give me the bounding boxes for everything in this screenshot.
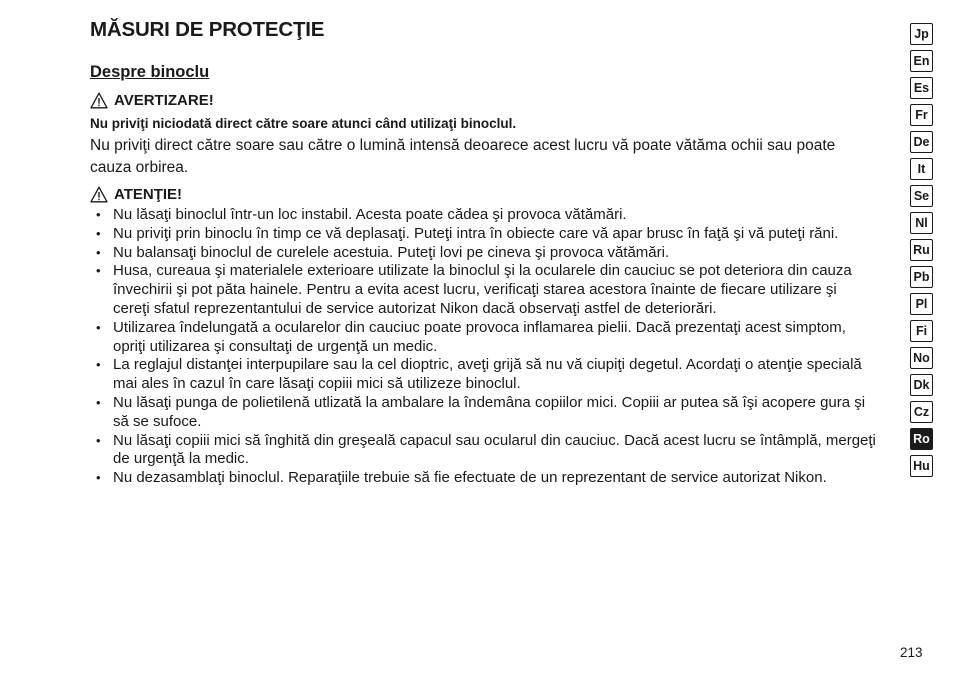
language-tab-se[interactable]: Se <box>910 185 933 207</box>
list-item: • Husa, cureaua şi materialele exterioare utilizate la binoclul şi la ocularele din cauciuc se pot deteriora din cauza învechirii şi pot păta hainele. Pentru a evita acest lucru, verificaţi starea acestora înainte de fiecare utilizare şi cereţi sfatul reprezentantului de service autorizat Nikon dacă observaţi astfel de deteriorări. <box>90 262 876 318</box>
language-tab-pb[interactable]: Pb <box>910 266 933 288</box>
language-tab-ro[interactable]: Ro <box>910 428 933 450</box>
language-tab-ru[interactable]: Ru <box>910 239 933 261</box>
page-number: 213 <box>900 645 923 660</box>
language-tab-en[interactable]: En <box>910 50 933 72</box>
caution-list <box>90 206 876 488</box>
language-tab-fr[interactable]: Fr <box>910 104 933 126</box>
language-tab-es[interactable]: Es <box>910 77 933 99</box>
language-tab-cz[interactable]: Cz <box>910 401 933 423</box>
warning-triangle-icon <box>90 92 108 109</box>
list-item: • Utilizarea îndelungată a ocularelor din cauciuc poate provoca inflamarea pielii. Dacă prezentaţi acest simptom, opriţi utilizarea şi consultaţi de urgenţă un medic. <box>90 319 876 357</box>
language-tab-fi[interactable]: Fi <box>910 320 933 342</box>
language-tabs <box>910 23 935 482</box>
section-title: Despre binoclu <box>90 63 210 81</box>
list-item: • Nu dezasamblaţi binoclul. Reparaţiile trebuie să fie efectuate de un reprezentant de service autorizat Nikon. <box>90 469 876 488</box>
language-tab-pl[interactable]: Pl <box>910 293 933 315</box>
list-item: • Nu priviţi prin binoclu în timp ce vă deplasaţi. Puteţi intra în obiecte care vă apar brusc în faţă şi vă puteţi răni. <box>90 225 876 244</box>
language-tab-jp[interactable]: Jp <box>910 23 933 45</box>
warning-body-text: Nu priviţi direct către soare sau către o lumină intensă deoarece acest lucru vă poate vătăma ochii sau poate cauza orbirea. <box>90 137 836 176</box>
list-item: • Nu balansaţi binoclul de curelele acestuia. Puteţi lovi pe cineva şi provoca vătămări. <box>90 244 876 263</box>
caution-label: ATENŢIE! <box>114 186 183 203</box>
warning-bold-text: Nu priviţi niciodată direct către soare atunci când utilizaţi binoclul. <box>90 116 517 131</box>
list-item: • La reglajul distanţei interpupilare sau la cel dioptric, aveţi grijă să nu vă ciupiţi degetul. Acordaţi o atenţie specială mai ales în cazul în care lăsaţi copiii mici să utilizeze binoclul. <box>90 356 876 394</box>
language-tab-nl[interactable]: Nl <box>910 212 933 234</box>
list-item: • Nu lăsaţi punga de polietilenă utlizată la ambalare la îndemâna copiilor mici. Copiii ar putea să îşi acopere gura şi să se sufoce. <box>90 394 876 432</box>
language-tab-it[interactable]: It <box>910 158 933 180</box>
language-tab-dk[interactable]: Dk <box>910 374 933 396</box>
warning-label: AVERTIZARE! <box>114 92 214 109</box>
page-title: MĂSURI DE PROTECŢIE <box>90 18 325 41</box>
language-tab-hu[interactable]: Hu <box>910 455 933 477</box>
warning-triangle-icon <box>90 186 108 203</box>
list-item: • Nu lăsaţi copiii mici să înghită din greşeală capacul sau ocularul din cauciuc. Dacă acest lucru se întâmplă, mergeţi de urgenţă la medic. <box>90 432 876 470</box>
caution-heading <box>90 186 182 203</box>
language-tab-de[interactable]: De <box>910 131 933 153</box>
language-tab-no[interactable]: No <box>910 347 933 369</box>
warning-heading <box>90 92 214 109</box>
list-item: • Nu lăsaţi binoclul într-un loc instabil. Acesta poate cădea şi provoca vătămări. <box>90 206 876 225</box>
